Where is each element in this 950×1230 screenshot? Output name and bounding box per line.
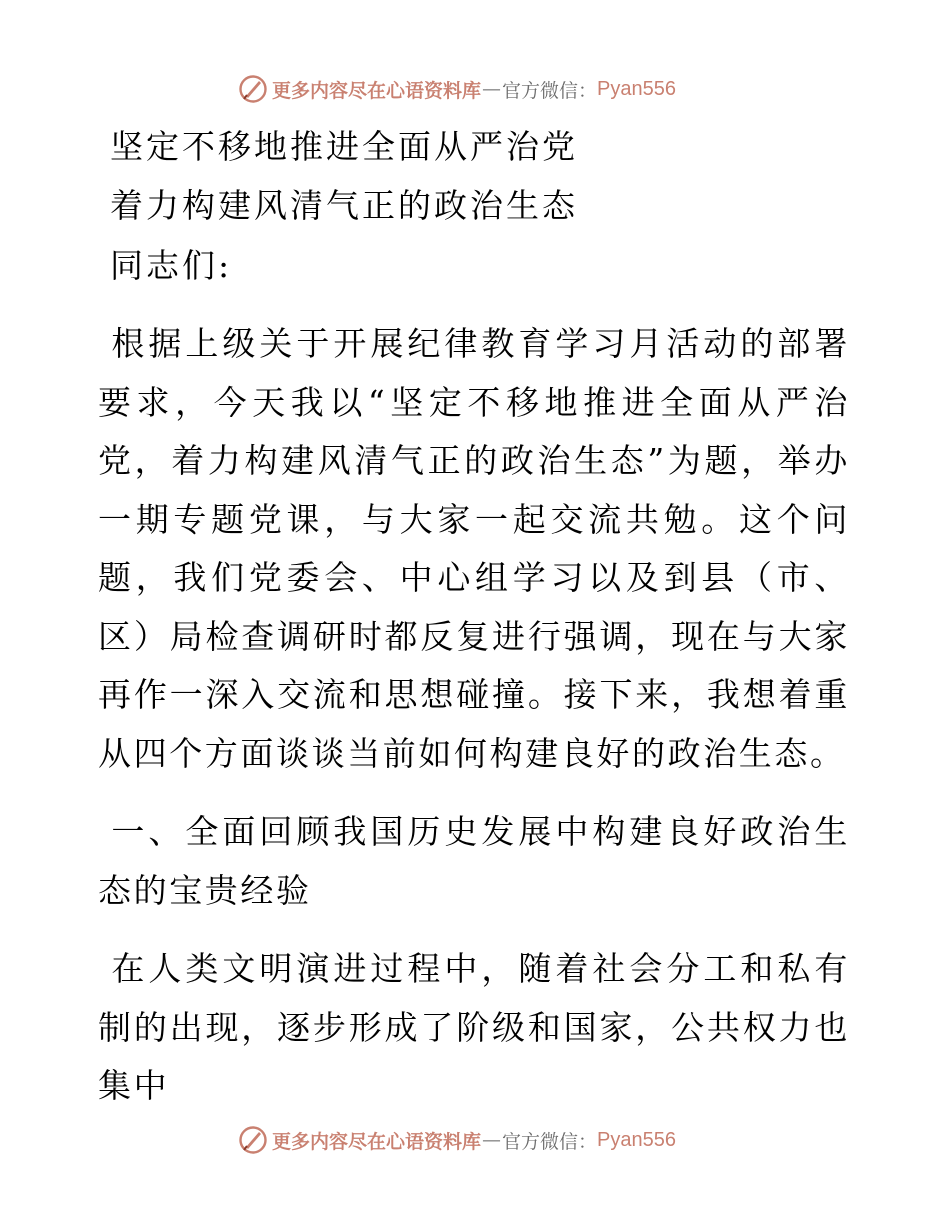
header-banner	[238, 72, 718, 106]
document-title-line-1: 坚定不移地推进全面从严治党	[110, 127, 578, 166]
section-heading-1-text: 一、全面回顾我国历史发展中构建良好政治生态的宝贵经验	[98, 812, 850, 910]
banner-dash: —	[482, 1129, 502, 1151]
salutation: 同志们:	[110, 246, 233, 285]
footer-banner	[238, 1123, 718, 1157]
document-title-line-2: 着力构建风清气正的政治生态	[110, 186, 578, 225]
section-heading-1	[98, 803, 850, 920]
paragraph-intro-text: 根据上级关于开展纪律教育学习月活动的部署要求，今天我以“坚定不移地推进全面从严治党，着力构建风清气正的政治生态”为题，举办一期专题党课，与大家一起交流共勉。这个问题，我们党委会、中心组学习以及到县（市、区）局检查调研时都反复进行强调，现在与大家再作一深入交流和思想碰撞。接下来，我想着重从四个方面谈谈当前如何构建良好的政治生态。	[98, 324, 850, 773]
paragraph-intro	[98, 315, 850, 783]
paragraph-section-1-text: 在人类文明演进过程中，随着社会分工和私有制的出现，逐步形成了阶级和国家，公共权力也集中	[98, 949, 850, 1105]
quill-logo-icon	[238, 1125, 268, 1155]
banner-wechat-label: 官方微信：	[502, 1130, 598, 1153]
banner-slogan: 更多内容尽在心语资料库	[272, 1130, 482, 1153]
document-body	[98, 118, 850, 1116]
banner-wechat-label: 官方微信：	[502, 79, 598, 102]
banner-dash: —	[482, 78, 502, 100]
banner-slogan: 更多内容尽在心语资料库	[272, 79, 482, 102]
quill-logo-icon	[238, 74, 268, 104]
banner-account: Pyan556	[597, 1128, 676, 1151]
banner-account: Pyan556	[597, 77, 676, 100]
paragraph-section-1	[98, 940, 850, 1116]
